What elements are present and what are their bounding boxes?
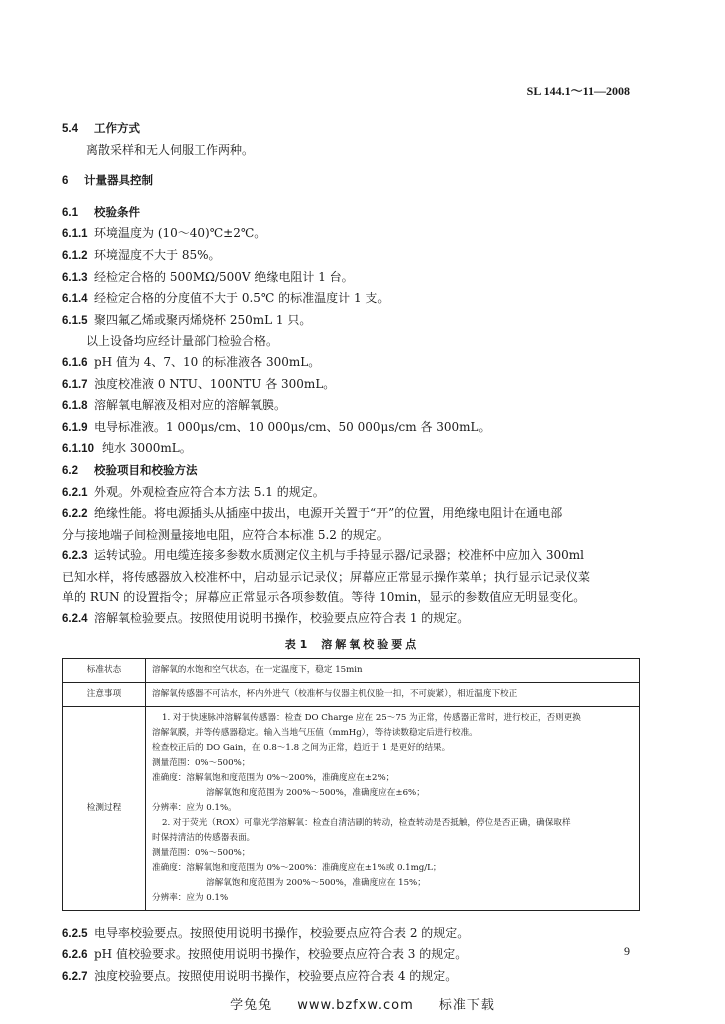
- item-6-2-4: 6.2.4 溶解氧检验要点。按照使用说明书操作，校验要点应符合表 1 的规定。: [62, 611, 470, 626]
- table-cell: 溶解氧传感器不可沾水，杯内外进气（校准杯与仪器主机仪脸一扣，不可旋紧），相近温度下校正: [146, 682, 640, 706]
- item-6-1-8: 6.1.8 溶解氧电解液及相对应的溶解氧膜。: [62, 398, 287, 413]
- table-cell: [146, 706, 640, 910]
- process-line: 测量范围：0%～500%；: [152, 847, 251, 858]
- item-6-1-1: 6.1.1 环境温度为 (10～40)℃±2℃。: [62, 226, 267, 241]
- process-line: 2. 对于荧光（ROX）可靠光学溶解氧：检查自清洁刷的转动，检查转动是否抵触，停位是否正确，确保取样: [162, 817, 571, 828]
- table-1-caption: 表 1 溶解氧校验要点: [284, 637, 420, 651]
- table-row: [63, 658, 640, 682]
- document-body: [62, 118, 642, 987]
- item-6-1-5: 6.1.5 聚四氟乙烯或聚丙烯烧杯 250mL 1 只。: [62, 312, 312, 327]
- process-line: 准确度：溶解氧饱和度范围为 0%～200%：准确度应在±1%或 0.1mg/L；: [152, 862, 442, 873]
- item-6-1-7: 6.1.7 浊度校准液 0 NTU、100NTU 各 300mL。: [62, 376, 336, 391]
- process-line: 溶解氧膜，并等传感器稳定。输入当地气压值（mmHg），等待读数稳定后进行校准。: [152, 727, 478, 738]
- item-6-2-3-cont2: 单的 RUN 的设置指令；屏幕应正常显示各项参数值。等待 10min，显示的参数值应无明显变化。: [62, 590, 586, 605]
- table-cell: 标准状态: [63, 658, 146, 682]
- table-cell: 溶解氧的水饱和空气状态，在一定温度下，稳定 15min: [146, 658, 640, 682]
- item-6-2-2-cont: 分与接地端子间检测量接地电阻，应符合本标准 5.2 的规定。: [62, 527, 389, 542]
- item-6-1-6: 6.1.6 pH 值为 4、7、10 的标准液各 300mL。: [62, 354, 321, 369]
- table-row: [63, 682, 640, 706]
- item-6-1-9: 6.1.9 电导标准液。1 000μs/cm、10 000μs/cm、50 000μs/cm 各 300mL。: [62, 419, 491, 434]
- footer-url[interactable]: www.bzfxw.com: [297, 998, 414, 1013]
- process-line: 分辨率：应为 0.1%。: [152, 802, 237, 813]
- item-6-2-1: 6.2.1 外观。外观检查应符合本方法 5.1 的规定。: [62, 484, 325, 499]
- item-6-2-3: 6.2.3 运转试验。用电缆连接多参数水质测定仪主机与手持显示器/记录器；校准杯中应加入 300ml: [62, 548, 584, 563]
- table-row: [63, 706, 640, 910]
- process-line: 1. 对于快速脉冲溶解氧传感器：检查 DO Charge 应在 25～75 为正常，传感器正常时，进行校正，否则更换: [162, 712, 581, 723]
- process-line: 检查校正后的 DO Gain，在 0.8～1.8 之间为正常，趋近于 1 是更好的结果。: [152, 742, 451, 753]
- item-6-1-2: 6.1.2 环境湿度不大于 85%。: [62, 247, 221, 262]
- table-cell: 检测过程: [63, 706, 146, 910]
- footer-watermark: [0, 994, 725, 1013]
- process-line: 时保持清洁的传感器表面。: [152, 832, 256, 843]
- section-6-1-heading: 6.1 校验条件: [62, 204, 140, 219]
- item-6-2-6: 6.2.6 pH 值校验要求。按照使用说明书操作，校验要点应符合表 3 的规定。: [62, 947, 468, 962]
- process-line: 分辨率：应为 0.1%: [152, 892, 229, 903]
- section-5-4-heading: 5.4 工作方式: [62, 121, 140, 135]
- item-6-1-3: 6.1.3 经检定合格的 500MΩ/500V 绝缘电阻计 1 台。: [62, 269, 354, 284]
- table-cell: 注意事项: [63, 682, 146, 706]
- table-1: [62, 658, 640, 911]
- item-6-2-3-cont1: 已知水样，将传感器放入校准杯中，启动显示记录仪；屏幕应正常显示操作菜单；执行显示记录仪菜: [62, 569, 591, 584]
- item-6-2-7: 6.2.7 浊度校验要点。按照使用说明书操作，校验要点应符合表 4 的规定。: [62, 968, 458, 983]
- section-6-heading: 6 计量器具控制: [62, 173, 153, 188]
- process-line: 测量范围：0%～500%；: [152, 757, 251, 768]
- section-5-4-text: 离散采样和无人伺服工作两种。: [86, 142, 255, 157]
- item-6-1-4: 6.1.4 经检定合格的分度值不大于 0.5℃ 的标准温度计 1 支。: [62, 291, 390, 306]
- process-line: 溶解氧饱和度范围为 200%～500%，准确度应在±6%；: [206, 787, 425, 798]
- item-6-1-10: 6.1.10 纯水 3000mL。: [62, 441, 192, 456]
- footer-site-name: 学兔兔: [230, 998, 273, 1013]
- section-6-2-heading: 6.2 校验项目和校验方法: [62, 462, 198, 477]
- process-line: 准确度：溶解氧饱和度范围为 0%～200%，准确度应在±2%；: [152, 772, 395, 783]
- page-number: 9: [624, 944, 630, 958]
- item-6-2-2: 6.2.2 绝缘性能。将电源插头从插座中拔出，电源开关置于“开”的位置，用绝缘电阻计在通电部: [62, 506, 563, 521]
- equipment-note: 以上设备均应经计量部门检验合格。: [86, 334, 279, 349]
- standard-number: SL 144.1～11—2008: [526, 84, 630, 98]
- process-line: 溶解氧饱和度范围为 200%～500%，准确度应在 15%；: [206, 877, 426, 888]
- item-6-2-5: 6.2.5 电导率校验要点。按照使用说明书操作，校验要点应符合表 2 的规定。: [62, 925, 470, 940]
- footer-tagline: 标准下载: [438, 998, 495, 1013]
